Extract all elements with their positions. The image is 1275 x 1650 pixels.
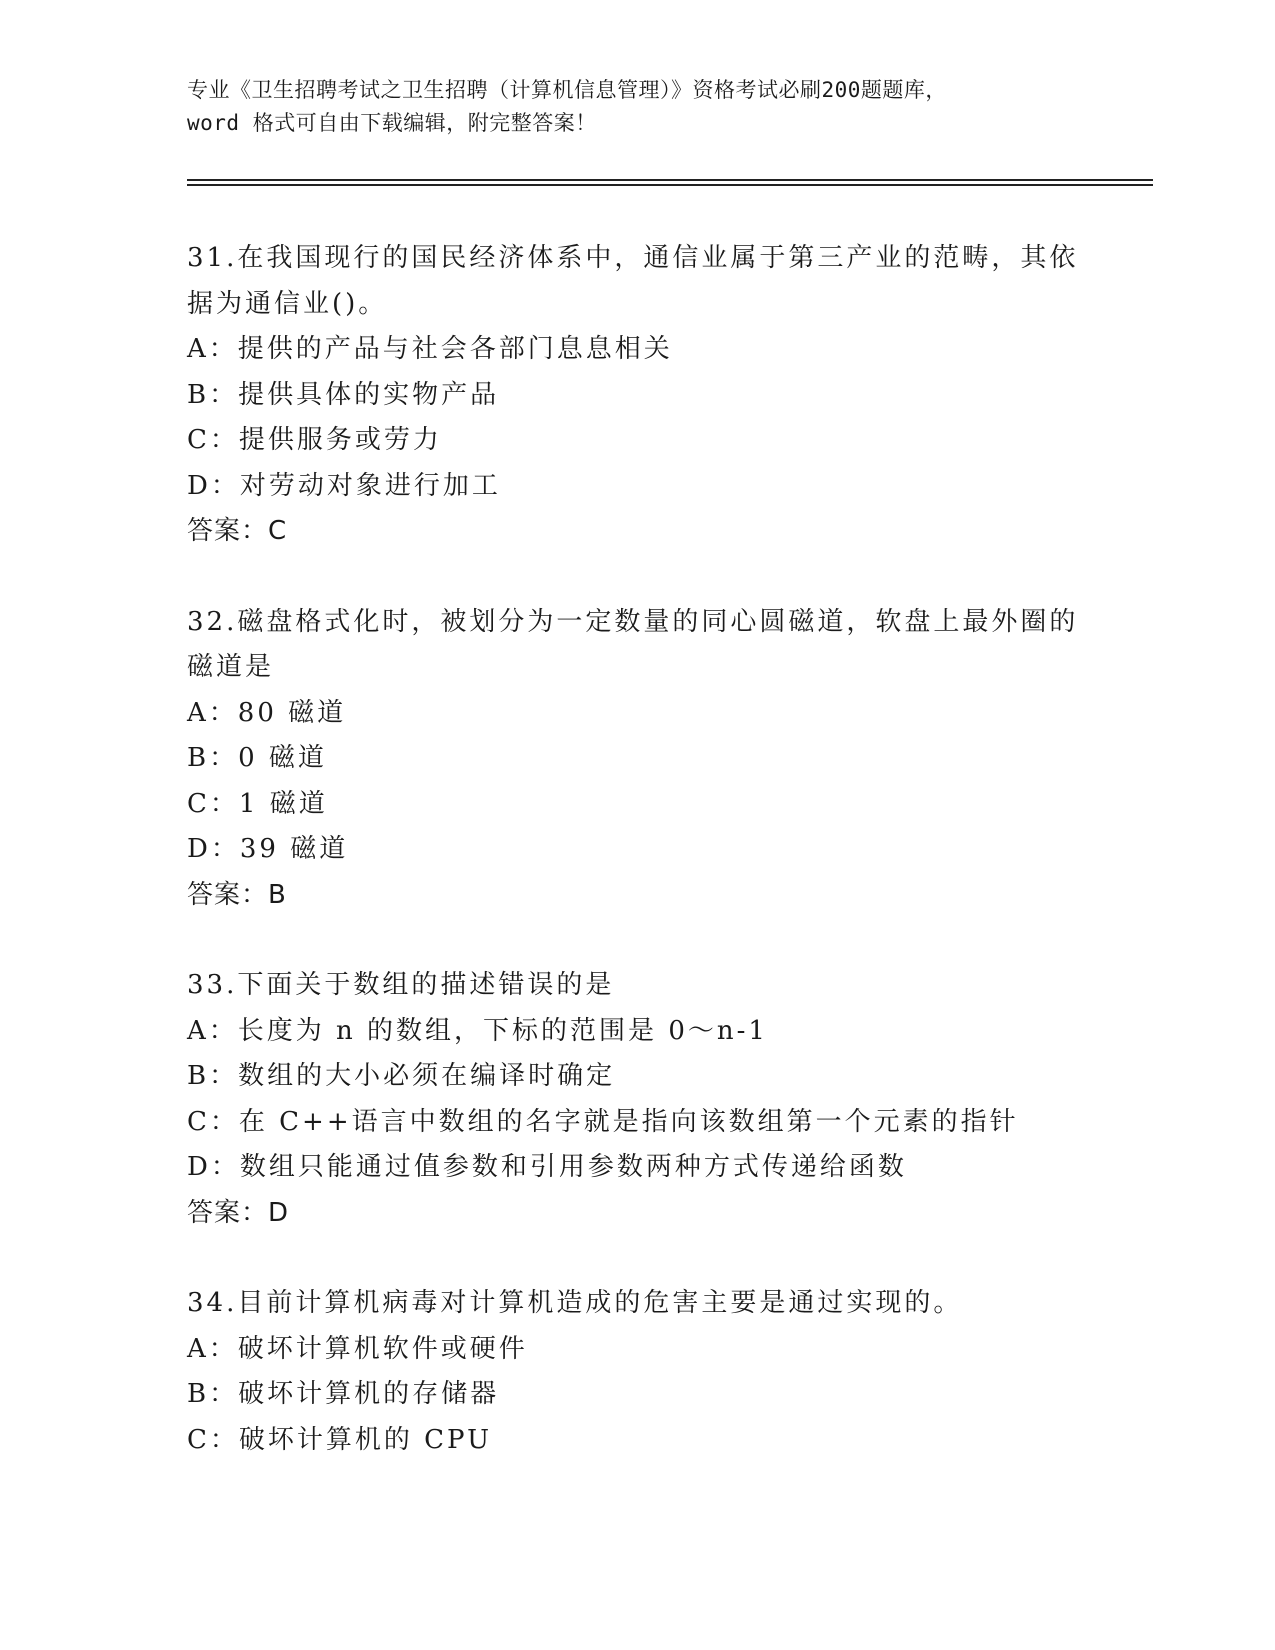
option-b: B：0 磁道	[187, 743, 327, 773]
question-stem-continued: 磁道是	[187, 652, 275, 682]
answer-line: 答案：C	[187, 516, 288, 546]
document-header	[187, 74, 1087, 140]
option-c: C：在 C++语言中数组的名字就是指向该数组第一个元素的指针	[187, 1106, 1019, 1137]
option-d: D：数组只能通过值参数和引用参数两种方式传递给函数	[187, 1152, 907, 1182]
question-34	[187, 1281, 1087, 1463]
question-32	[187, 600, 1087, 919]
option-b: B：提供具体的实物产品	[187, 379, 500, 410]
question-stem-continued: 据为通信业()。	[187, 288, 388, 319]
answer-line: 答案：B	[187, 879, 287, 910]
option-d: D：39 磁道	[187, 834, 349, 864]
question-31	[187, 236, 1087, 555]
header-line-1: 专业《卫生招聘考试之卫生招聘（计算机信息管理）》资格考试必刷200题题库，	[187, 78, 947, 102]
question-stem: 34.目前计算机病毒对计算机造成的危害主要是通过实现的。	[187, 1288, 963, 1318]
header-divider	[187, 179, 1153, 186]
question-33	[187, 963, 1087, 1236]
header-line-2: word 格式可自由下载编辑，附完整答案！	[187, 111, 597, 135]
option-a: A：提供的产品与社会各部门息息相关	[187, 334, 673, 364]
question-stem: 31.在我国现行的国民经济体系中，通信业属于第三产业的范畴，其依	[187, 243, 1079, 273]
option-a: A：长度为 n 的数组，下标的范围是 0～n-1	[187, 1015, 768, 1046]
question-stem: 32.磁盘格式化时，被划分为一定数量的同心圆磁道，软盘上最外圈的	[187, 606, 1079, 637]
option-b: B：破坏计算机的存储器	[187, 1379, 500, 1409]
option-a: A：破坏计算机软件或硬件	[187, 1333, 528, 1364]
option-a: A：80 磁道	[187, 697, 347, 728]
option-c: C：提供服务或劳力	[187, 425, 442, 455]
option-d: D：对劳动对象进行加工	[187, 470, 501, 501]
answer-line: 答案：D	[187, 1197, 290, 1228]
question-stem: 33.下面关于数组的描述错误的是	[187, 970, 615, 1000]
option-c: C：破坏计算机的 CPU	[187, 1424, 493, 1455]
option-c: C：1 磁道	[187, 788, 328, 819]
option-b: B：数组的大小必须在编译时确定	[187, 1061, 616, 1091]
question-list	[187, 236, 1087, 1508]
